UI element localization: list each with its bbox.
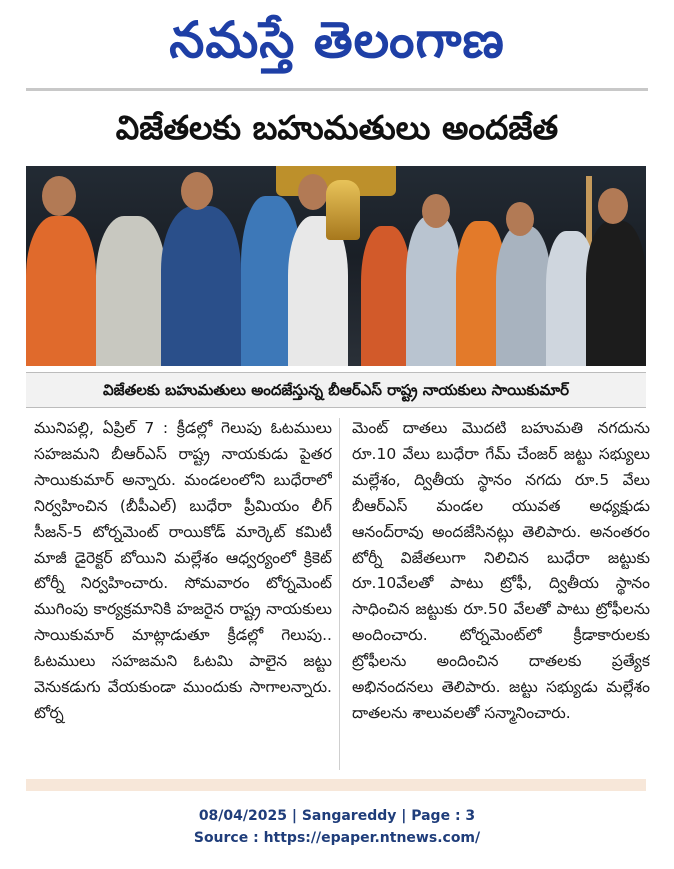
photo-person-head [506,202,534,236]
photo-person-head [42,176,76,216]
photo-person-head [298,174,328,210]
photo-person-head [598,188,628,224]
article-text-left: మునిపల్లి, ఏప్రిల్ 7 : క్రీడల్లో గెలుపు ఓటములు సహజమని బీఆర్‌ఎస్ రాష్ట్ర నాయకుడు పైతర సాయికుమార్ అన్నారు. మండలంలోని బుధేరాలో నిర్వహించిన (బీపీఎల్) బుధేరా ప్రీమియం లీగ్ సీజన్-5 టోర్నమెంట్ రాయికోడ్ మార్కెట్ కమిటీ మాజీ డైరెక్టర్ బోయిని మల్లేశం ఆధ్వర్యంలో క్రికెట్ టోర్నీ నిర్వహించారు. సోమవారం టోర్నమెంట్ ముగింపు కార్యక్రమానికి హజరైన రాష్ట్ర నాయకులు సాయికుమార్ మాట్లాడుతూ క్రీడల్లో గెలుపు.. ఓటములు సహజమని ఓటమి పాలైన జట్టు వెనుకడుగు వేయకుండా ముందుకు సాగాలన్నారు. టోర్న [34,419,332,722]
article-text-right: మెంట్ దాతలు మొదటి బహుమతి నగదును రూ.10 వేలు బుధేరా గేమ్ చేంజర్ జట్టు సభ్యులు మల్లేశం, ద్వితీయ స్థానం నగదు రూ.5 వేలు బీఆర్‌ఎస్ మండల యువత అధ్యక్షుడు ఆనంద్‌రావు అందజేసినట్లు తెలిపారు. అనంతరం టోర్నీ విజేతలుగా నిలిచిన బుధేరా జట్టుకు రూ.10వేలతో పాటు ట్రోఫీ, ద్వితీయ స్థానం సాధించిన జట్టుకు రూ.50 వేలతో పాటు ట్రోఫీలను అందించారు. టోర్నమెంట్‌లో క్రీడాకారులకు ట్రోఫీలను అందించిన దాతలకు ప్రత్యేక అభినందనలు తెలిపారు. జట్టు సభ్యుడు మల్లేశం దాతలను శాలువలతో సన్మానించారు. [352,419,650,722]
article-column-right [352,416,650,774]
photo-person [586,221,646,366]
photo-person [161,206,241,366]
article-column-left [34,416,332,774]
photo-person [26,216,96,366]
photo-person [96,216,166,366]
photo-person [406,216,461,366]
article-bottom-band [26,779,646,791]
photo-person [496,226,551,366]
photo-person-head [422,194,450,228]
photo-person-head [181,172,213,210]
photo-caption: విజేతలకు బహుమతులు అందజేస్తున్న బీఆర్‌ఎస్ రాష్ట్ర నాయకులు సాయికుమార్ [26,372,646,408]
newspaper-masthead: నమస్తే తెలంగాణ [169,11,505,69]
article-photo [26,166,646,366]
trophy [326,180,360,240]
masthead-divider [26,88,648,91]
footer-date-edition: 08/04/2025 | Sangareddy | Page : 3 [198,808,476,824]
footer-source: Source : https://epaper.ntnews.com/ [193,830,481,846]
article-headline: విజేతలకు బహుమతులు అందజేత [115,108,559,147]
photo-person [361,226,411,366]
column-divider [339,418,340,770]
